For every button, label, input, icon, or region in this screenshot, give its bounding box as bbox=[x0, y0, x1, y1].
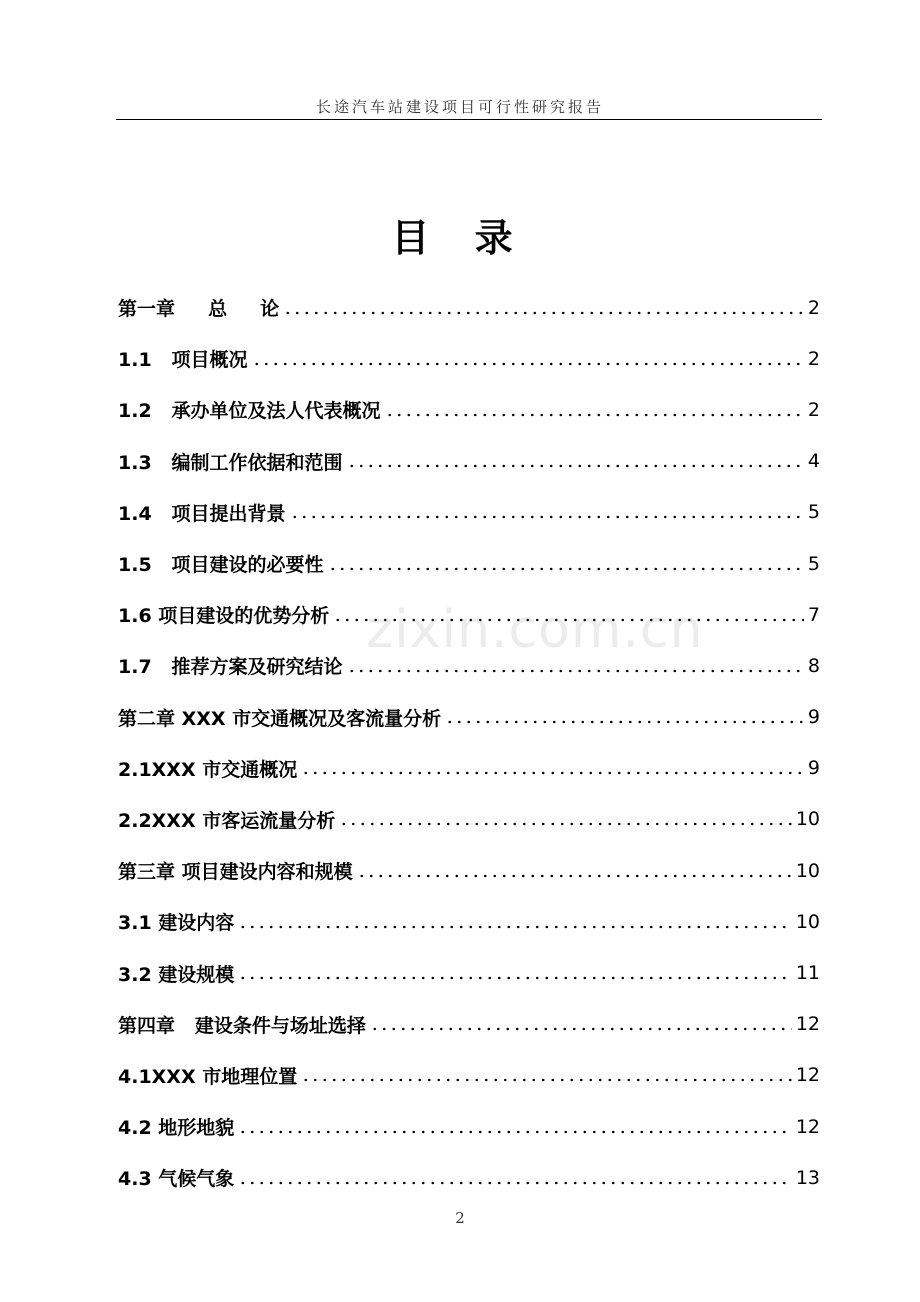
toc-entry-1-6[interactable] bbox=[118, 589, 820, 640]
toc-entry-page: 12 bbox=[795, 1115, 820, 1138]
toc-entry-page: 4 bbox=[807, 450, 820, 473]
toc-entry-label: 3.2 建设规模 bbox=[118, 963, 235, 986]
header-rule bbox=[116, 119, 822, 120]
watermark: zixin.com.cn bbox=[366, 600, 704, 660]
toc-entry-label: 1.1 项目概况 bbox=[118, 349, 248, 372]
toc-entry-label: 第四章 建设条件与场址选择 bbox=[118, 1014, 366, 1037]
toc-entry-4-3[interactable] bbox=[118, 1152, 820, 1203]
toc-entry-label: 3.1 建设内容 bbox=[118, 912, 235, 935]
toc-entry-page: 12 bbox=[795, 1064, 820, 1087]
dot-leader bbox=[339, 822, 792, 826]
toc-entry-label: 4.3 气候气象 bbox=[118, 1168, 235, 1191]
dot-leader bbox=[238, 976, 792, 980]
dot-leader bbox=[238, 925, 792, 929]
running-header: 长途汽车站建设项目可行性研究报告 bbox=[315, 98, 604, 116]
toc-entry-2-2[interactable] bbox=[118, 794, 820, 845]
dot-leader bbox=[385, 413, 804, 417]
toc-entry-label: 1.2 承办单位及法人代表概况 bbox=[118, 400, 381, 423]
toc-entry-label: 1.7 推荐方案及研究结论 bbox=[118, 656, 343, 679]
dot-leader bbox=[301, 1078, 792, 1082]
dot-leader bbox=[238, 1181, 792, 1185]
toc-entry-2-1[interactable] bbox=[118, 743, 820, 794]
toc-entry-chapter-2[interactable] bbox=[118, 692, 820, 743]
toc-entry-label: 2.2XXX 市客运流量分析 bbox=[118, 809, 336, 832]
toc-entry-page: 2 bbox=[807, 398, 820, 421]
dot-leader bbox=[357, 874, 792, 878]
toc-entry-4-1[interactable] bbox=[118, 1050, 820, 1101]
toc-entry-page: 2 bbox=[807, 347, 820, 370]
dot-leader bbox=[347, 669, 804, 673]
toc-entry-1-3[interactable] bbox=[118, 436, 820, 487]
toc-entry-1-5[interactable] bbox=[118, 538, 820, 589]
toc-entry-label: 1.4 项目提出背景 bbox=[118, 502, 286, 525]
toc-entry-label: 1.3 编制工作依据和范围 bbox=[118, 451, 343, 474]
toc-entry-page: 5 bbox=[807, 552, 820, 575]
toc-entry-page: 2 bbox=[807, 296, 820, 319]
toc-entry-page: 10 bbox=[795, 808, 820, 831]
toc-entry-page: 12 bbox=[795, 1013, 820, 1036]
toc-entry-chapter-4[interactable] bbox=[118, 999, 820, 1050]
toc-entry-label: 4.2 地形地貌 bbox=[118, 1117, 235, 1140]
toc-entry-page: 8 bbox=[807, 654, 820, 677]
toc-entry-1-7[interactable] bbox=[118, 640, 820, 691]
page-number: 2 bbox=[455, 1209, 465, 1227]
toc-entry-page: 10 bbox=[795, 910, 820, 933]
toc-entry-1-4[interactable] bbox=[118, 487, 820, 538]
toc-entry-label: 第一章 总 论 bbox=[118, 298, 280, 321]
dot-leader bbox=[347, 464, 804, 468]
toc-title: 目 录 bbox=[391, 216, 529, 260]
dot-leader bbox=[445, 720, 804, 724]
toc-entry-3-1[interactable] bbox=[118, 896, 820, 947]
toc-entry-page: 13 bbox=[795, 1166, 820, 1189]
toc-entry-page: 11 bbox=[795, 962, 820, 985]
toc-entry-label: 1.5 项目建设的必要性 bbox=[118, 554, 324, 577]
toc-entry-label: 4.1XXX 市地理位置 bbox=[118, 1065, 298, 1088]
toc-entry-label: 2.1XXX 市交通概况 bbox=[118, 758, 298, 781]
toc-entry-label: 第二章 XXX 市交通概况及客流量分析 bbox=[118, 707, 442, 730]
toc-entry-1-1[interactable] bbox=[118, 333, 820, 384]
toc-entry-chapter-3[interactable] bbox=[118, 845, 820, 896]
toc-entry-label: 第三章 项目建设内容和规模 bbox=[118, 861, 353, 884]
dot-leader bbox=[252, 362, 804, 366]
dot-leader bbox=[290, 515, 804, 519]
toc-entry-page: 9 bbox=[807, 757, 820, 780]
toc-entry-page: 7 bbox=[807, 603, 820, 626]
toc-entry-chapter-1[interactable] bbox=[118, 282, 820, 333]
table-of-contents bbox=[118, 282, 820, 1203]
toc-entry-page: 9 bbox=[807, 706, 820, 729]
toc-entry-page: 5 bbox=[807, 501, 820, 524]
dot-leader bbox=[283, 311, 804, 315]
dot-leader bbox=[301, 771, 804, 775]
toc-entry-4-2[interactable] bbox=[118, 1101, 820, 1152]
dot-leader bbox=[328, 567, 804, 571]
dot-leader bbox=[238, 1130, 792, 1134]
dot-leader bbox=[333, 618, 804, 622]
toc-entry-3-2[interactable] bbox=[118, 947, 820, 998]
toc-entry-page: 10 bbox=[795, 859, 820, 882]
dot-leader bbox=[370, 1027, 792, 1031]
toc-entry-1-2[interactable] bbox=[118, 384, 820, 435]
toc-entry-label: 1.6 项目建设的优势分析 bbox=[118, 605, 330, 628]
